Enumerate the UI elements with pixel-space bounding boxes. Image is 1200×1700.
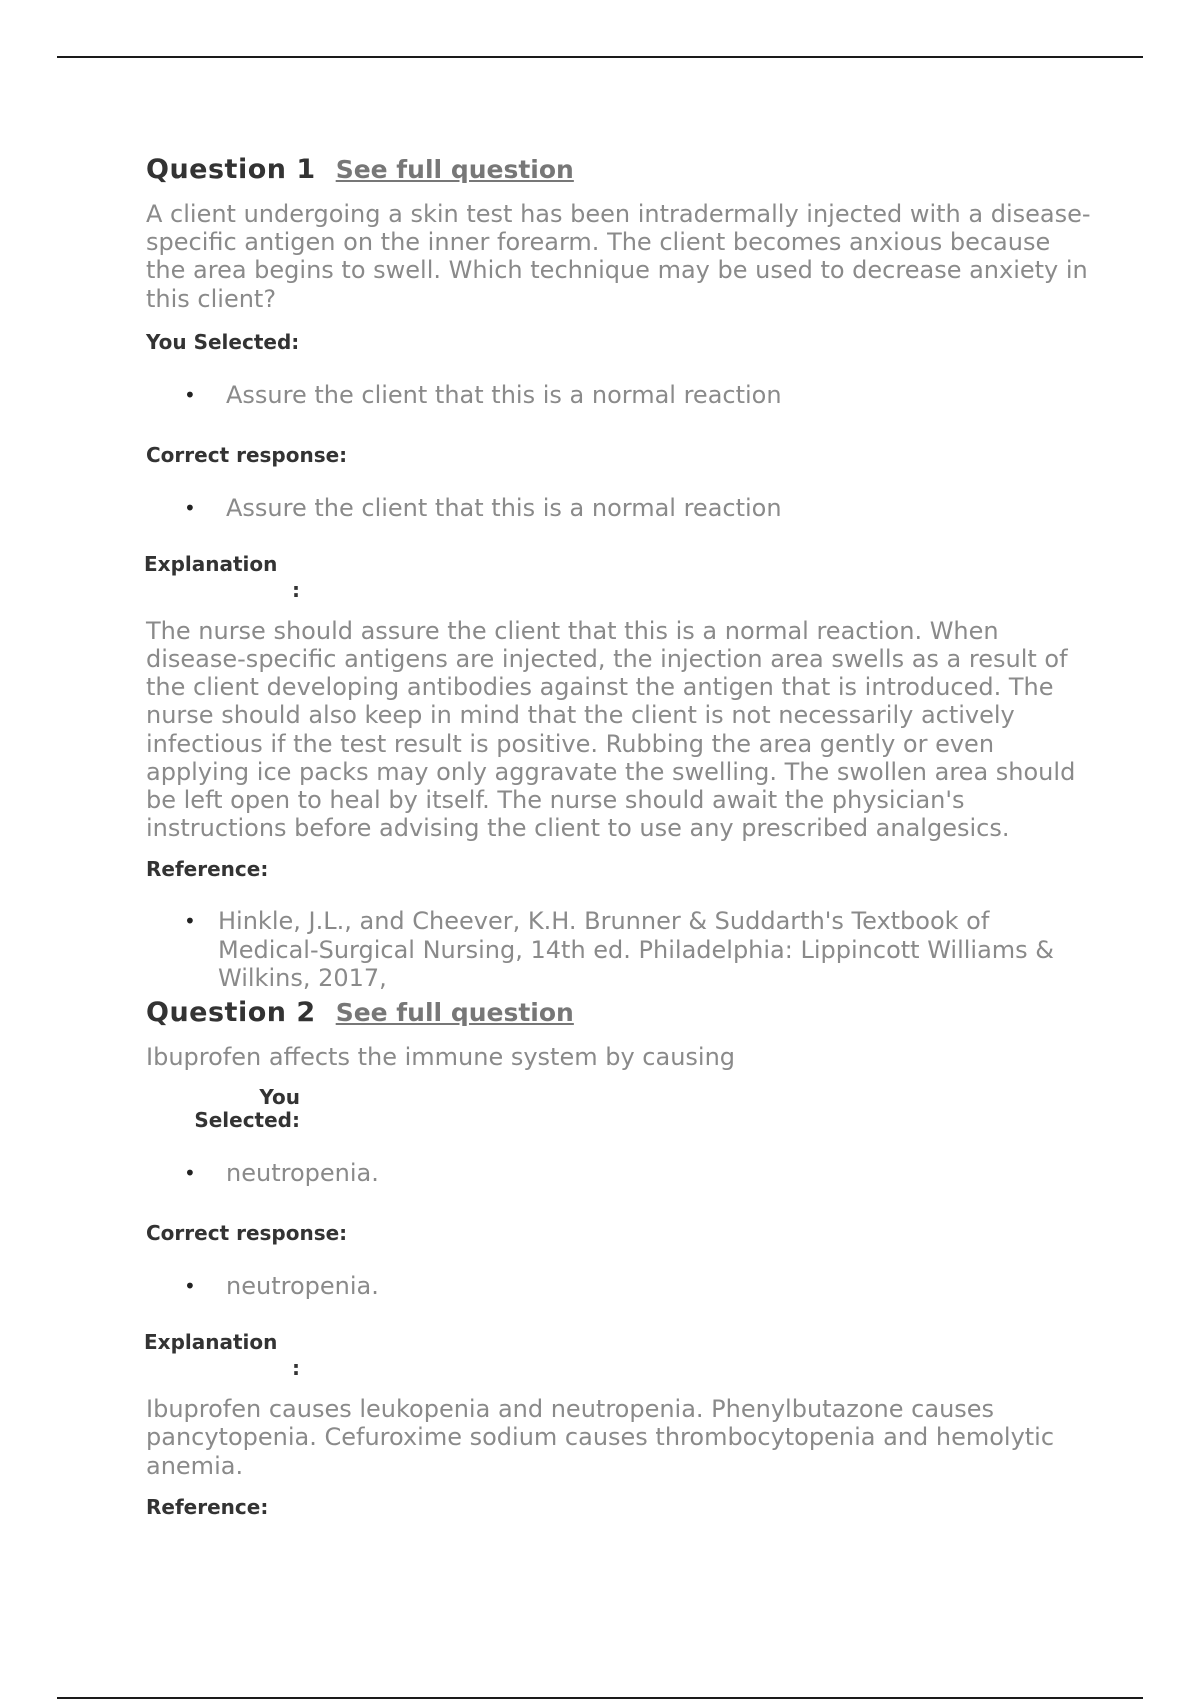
you-selected-label <box>146 1086 300 1132</box>
explanation-colon: : <box>292 1356 300 1381</box>
reference-text: Hinkle, J.L., and Cheever, K.H. Brunner & Suddarth's Textbook of Medical-Surgical Nursing, 14th ed. Philadelphia: Lippincott Williams & Wilkins, 2017, <box>218 907 1055 992</box>
question-2 <box>146 997 1096 1519</box>
explanation-text: Ibuprofen causes leukopenia and neutropenia. Phenylbutazone causes pancytopenia. Cefuroxime sodium causes thrombocytopenia and hemolytic anemia. <box>146 1395 1055 1480</box>
you-selected-label: You Selected: <box>146 329 300 354</box>
question-text: A client undergoing a skin test has been intradermally injected with a disease-specific antigen on the inner forearm. The client becomes anxious because the area begins to swell. Which technique may be used to decrease anxiety in this client? <box>146 200 1091 313</box>
selected-answer-text: neutropenia. <box>226 1159 379 1188</box>
see-full-question-link[interactable]: See full question <box>335 998 574 1028</box>
correct-answer-text: Assure the client that this is a normal reaction <box>226 493 782 522</box>
question-number: Question 1 <box>146 154 316 185</box>
selected-answer-text: Assure the client that this is a normal reaction <box>226 380 782 409</box>
explanation-word: Explanation <box>144 551 278 576</box>
bullet-icon: • <box>184 495 196 520</box>
bullet-icon: • <box>184 382 196 407</box>
explanation-label <box>144 1329 304 1381</box>
explanation-colon: : <box>292 577 300 602</box>
correct-answer <box>146 1271 1096 1301</box>
selected-answer <box>146 380 1096 410</box>
correct-answer-list <box>146 493 1096 523</box>
explanation-text: The nurse should assure the client that this is a normal reaction. When disease-specific antigens are injected, the injection area swells as a result of the client developing antibodies against the antigen that is introduced. The nurse should also keep in mind that the client is not necessarily actively infectious if the test result is positive. Rubbing the area gently or even applying ice packs may only aggravate the swelling. The swollen area should be left open to heal by itself. The nurse should await the physician's instructions before advising the client to use any prescribed analgesics. <box>146 616 1076 843</box>
selected-answer-list <box>146 1158 1096 1188</box>
reference-label: Reference: <box>146 857 269 882</box>
see-full-question-link[interactable]: See full question <box>335 155 574 184</box>
reference-label: Reference: <box>146 1494 269 1519</box>
reference-list <box>146 907 1096 992</box>
correct-response-label: Correct response: <box>146 442 348 467</box>
question-number: Question 2 <box>146 997 316 1029</box>
you-selected-line2: Selected: <box>194 1108 300 1133</box>
selected-answer-list <box>146 380 1096 410</box>
you-selected-line1: You <box>259 1085 300 1110</box>
bullet-icon: • <box>184 1161 196 1186</box>
bullet-icon: • <box>184 909 196 934</box>
quiz-review <box>146 154 1096 1519</box>
question-1 <box>146 154 1096 992</box>
top-rule <box>57 56 1143 58</box>
correct-answer-list <box>146 1271 1096 1301</box>
reference-item <box>146 907 1096 992</box>
correct-answer-text: neutropenia. <box>226 1272 379 1301</box>
correct-response-label: Correct response: <box>146 1221 348 1246</box>
bullet-icon: • <box>184 1274 196 1299</box>
question-text: Ibuprofen affects the immune system by causing <box>146 1043 736 1072</box>
selected-answer <box>146 1158 1096 1188</box>
question-1-title <box>146 154 1096 196</box>
bottom-rule <box>57 1697 1143 1699</box>
explanation-word: Explanation <box>144 1330 278 1355</box>
question-2-title <box>146 997 1096 1039</box>
explanation-label <box>144 551 304 603</box>
correct-answer <box>146 493 1096 523</box>
